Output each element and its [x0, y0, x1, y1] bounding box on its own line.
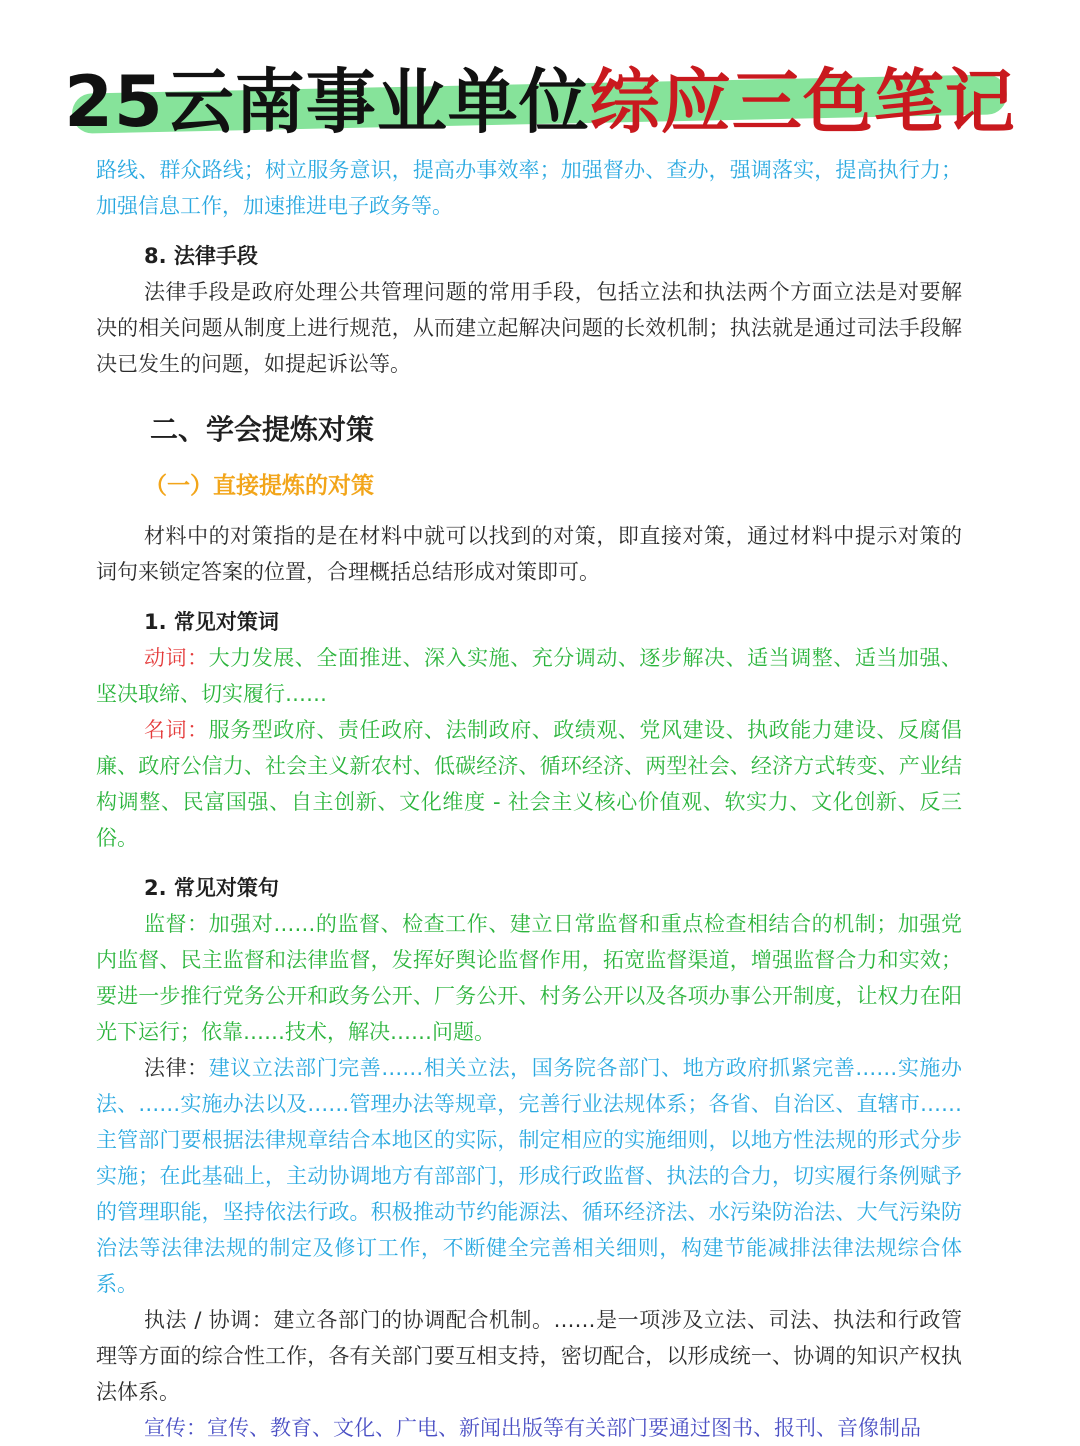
law-paragraph: [96, 1050, 962, 1302]
noun-text: 服务型政府、责任政府、法制政府、政绩观、党风建设、执政能力建设、反腐倡廉、政府公信力、社会主义新农村、低碳经济、循环经济、两型社会、经济方式转变、产业结构调整、民富国强、自主创新、文化维度 - 社会主义核心价值观、软实力、文化创新、反三俗。: [96, 718, 963, 850]
noun-label: 名词：: [144, 718, 209, 742]
law-text: 建议立法部门完善……相关立法，国务院各部门、地方政府抓紧完善……实施办法、……实施办法以及……管理办法等规章，完善行业法规体系；各省、自治区、直辖市……主管部门要根据法律规章结合本地区的实际，制定相应的实施细则，以地方性法规的形式分步实施；在此基础上，主动协调地方有部部门，形成行政监督、执法的合力，切实履行条例赋予的管理职能，坚持依法行政。积极推动节约能源法、循环经济法、水污染防治法、大气污染防治法等法律法规的制定及修订工作，不断健全完善相关细则，构建节能减排法律法规综合体系。: [96, 1056, 963, 1296]
verb-paragraph: [96, 640, 962, 712]
publicity-paragraph: [96, 1410, 962, 1446]
law-means-heading: 8. 法律手段: [144, 244, 258, 268]
enforce-paragraph: 执法 / 协调：建立各部门的协调配合机制。……是一项涉及立法、司法、执法和行政管理等方面的综合性工作，各有关部门要互相支持，密切配合，以形成统一、协调的知识产权执法体系。: [96, 1308, 962, 1404]
common-words-heading: 1. 常见对策词: [144, 610, 279, 634]
supervise-paragraph: 监督：加强对……的监督、检查工作、建立日常监督和重点检查相结合的机制；加强党内监督、民主监督和法律监督，发挥好舆论监督作用，拓宽监督渠道，增强监督合力和实效；要进一步推行党务公开和政务公开、厂务公开、村务公开以及各项办事公开制度，让权力在阳光下运行；依靠……技术，解决……问题。: [96, 912, 962, 1044]
title-banner: [0, 40, 1080, 150]
notes-content: [96, 152, 962, 1446]
page-title: [0, 46, 1080, 147]
noun-paragraph: [96, 712, 962, 856]
intro-paragraph: 路线、群众路线；树立服务意识，提高办事效率；加强督办、查办，强调落实，提高执行力；加强信息工作，加速推进电子政务等。: [96, 158, 962, 218]
common-sentences-heading: 2. 常见对策句: [144, 876, 279, 900]
title-red-part: 综应三色笔记: [589, 61, 1016, 143]
subsection-heading: （一）直接提炼的对策: [144, 473, 374, 499]
law-label: 法律：: [144, 1056, 209, 1080]
publicity-text: 宣传、教育、文化、广电、新闻出版等有关部门要通过图书、报刊、音像制品: [207, 1416, 921, 1440]
law-means-paragraph: 法律手段是政府处理公共管理问题的常用手段，包括立法和执法两个方面立法是对要解决的相关问题从制度上进行规范，从而建立起解决问题的长效机制；执法就是通过司法手段解决已发生的问题，如提起诉讼等。: [96, 280, 962, 376]
verb-text: 大力发展、全面推进、深入实施、充分调动、逐步解决、适当调整、适当加强、坚决取缔、切实履行……: [96, 646, 963, 706]
title-black-part: 25云南事业单位: [64, 61, 590, 143]
subsection-paragraph: 材料中的对策指的是在材料中就可以找到的对策，即直接对策，通过材料中提示对策的词句来锁定答案的位置，合理概括总结形成对策即可。: [96, 524, 962, 584]
verb-label: 动词：: [144, 646, 209, 670]
section-heading: 二、学会提炼对策: [150, 413, 375, 446]
publicity-label: 宣传：: [144, 1416, 207, 1440]
